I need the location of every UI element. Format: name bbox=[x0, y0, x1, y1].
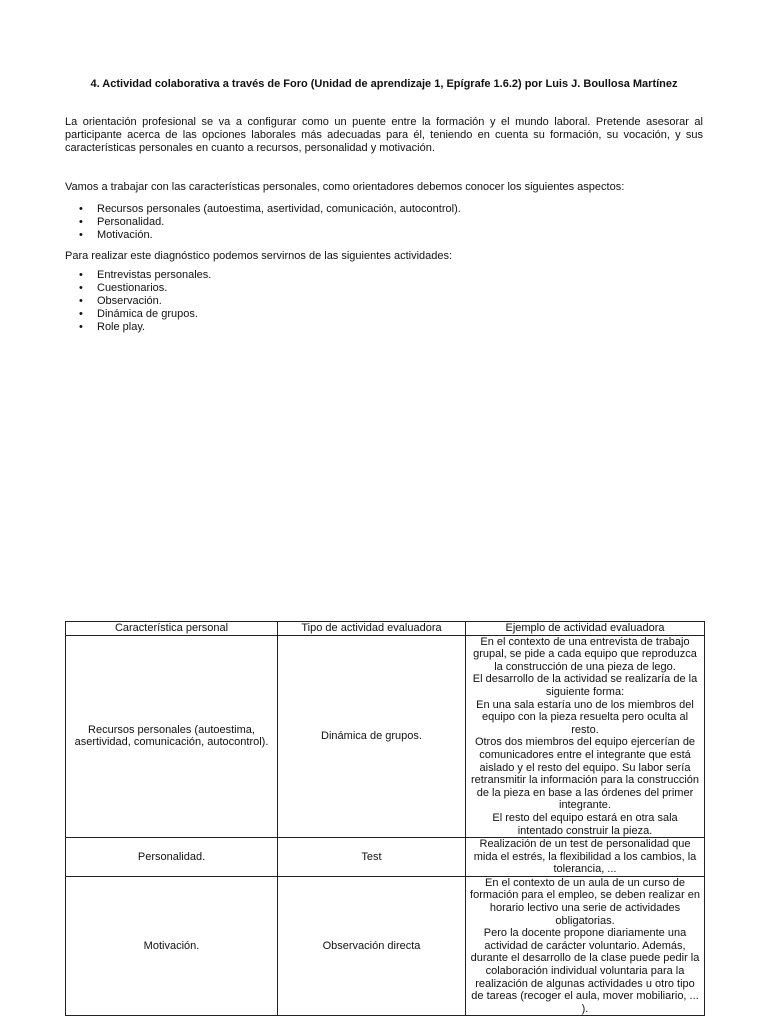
table-row bbox=[66, 838, 705, 877]
list-item: • Dinámica de grupos. bbox=[65, 308, 685, 321]
page-title: 4. Actividad colaborativa a través de Foro (Unidad de aprendizaje 1, Epígrafe 1.6.2) por Luis J. Boullosa Martínez bbox=[90, 78, 678, 90]
example-line: Otros dos miembros del equipo ejercerían de comunicadores entre el integrante que está aislado y el resto del equipo. Su labor sería retransmitir la información para la construcción de la pieza en base a las órdenes del primer integrante. bbox=[470, 736, 700, 812]
example-cell bbox=[466, 635, 705, 838]
activity-cell: Observación directa bbox=[278, 876, 466, 1016]
column-header: Característica personal bbox=[66, 622, 278, 636]
evaluation-table bbox=[65, 621, 705, 1016]
example-line: En una sala estaría uno de los miembros del equipo con la pieza resuelta pero oculta al resto. bbox=[476, 698, 694, 736]
aspects-intro: Vamos a trabajar con las características personales, como orientadores debemos conocer los siguientes aspectos: bbox=[65, 181, 625, 193]
list-item: • Cuestionarios. bbox=[65, 282, 685, 295]
table-row bbox=[66, 876, 705, 1016]
example-line: El desarrollo de la actividad se realizaría de la siguiente forma: bbox=[472, 673, 698, 698]
activity-cell: Dinámica de grupos. bbox=[278, 635, 466, 838]
aspects-list bbox=[65, 203, 685, 242]
list-item: • Personalidad. bbox=[65, 216, 685, 229]
example-line: Realización de un test de personalidad que mida el estrés, la flexibilidad a los cambios, la tolerancia, ... bbox=[473, 838, 697, 876]
trait-cell: Personalidad. bbox=[66, 838, 278, 877]
table-header-row bbox=[66, 622, 705, 636]
example-line: En el contexto de un aula de un curso de formación para el empleo, se deben realizar en horario lectivo una serie de actividades obligatorias. bbox=[470, 876, 700, 927]
example-line: Pero la docente propone diariamente una actividad de carácter voluntario. Además, durante el desarrollo de la clase puede pedir la colaboración individual voluntaria para la realización de algunas actividades u otro tipo de tareas (recoger el aula, mover mobiliario, ... ). bbox=[470, 927, 700, 1015]
trait-cell: Motivación. bbox=[66, 876, 278, 1016]
example-line: El resto del equipo estará en otra sala intentado construir la pieza. bbox=[492, 811, 678, 837]
list-item: • Recursos personales (autoestima, asertividad, comunicación, autocontrol). bbox=[65, 203, 685, 216]
example-line: En el contexto de una entrevista de trabajo grupal, se pide a cada equipo que reproduzca la construcción de una pieza de lego. bbox=[473, 635, 697, 673]
example-cell bbox=[466, 838, 705, 877]
activity-cell: Test bbox=[278, 838, 466, 877]
intro-paragraph: La orientación profesional se va a configurar como un puente entre la formación y el mundo laboral. Pretende asesorar al participante acerca de las opciones laborales más adecuadas para él, teniendo en cuenta su formación, su vocación, y sus características personales en cuanto a recursos, personalidad y motivación. bbox=[65, 116, 703, 154]
list-item: • Motivación. bbox=[65, 229, 685, 242]
table-row bbox=[66, 635, 705, 838]
activities-list bbox=[65, 269, 685, 334]
list-item: • Entrevistas personales. bbox=[65, 269, 685, 282]
list-item: • Observación. bbox=[65, 295, 685, 308]
column-header: Tipo de actividad evaluadora bbox=[278, 622, 466, 636]
list-item: • Role play. bbox=[65, 321, 685, 334]
trait-cell: Recursos personales (autoestima, asertividad, comunicación, autocontrol). bbox=[66, 635, 278, 838]
activities-intro: Para realizar este diagnóstico podemos servirnos de las siguientes actividades: bbox=[65, 250, 453, 262]
example-cell bbox=[466, 876, 705, 1016]
column-header: Ejemplo de actividad evaluadora bbox=[466, 622, 705, 636]
